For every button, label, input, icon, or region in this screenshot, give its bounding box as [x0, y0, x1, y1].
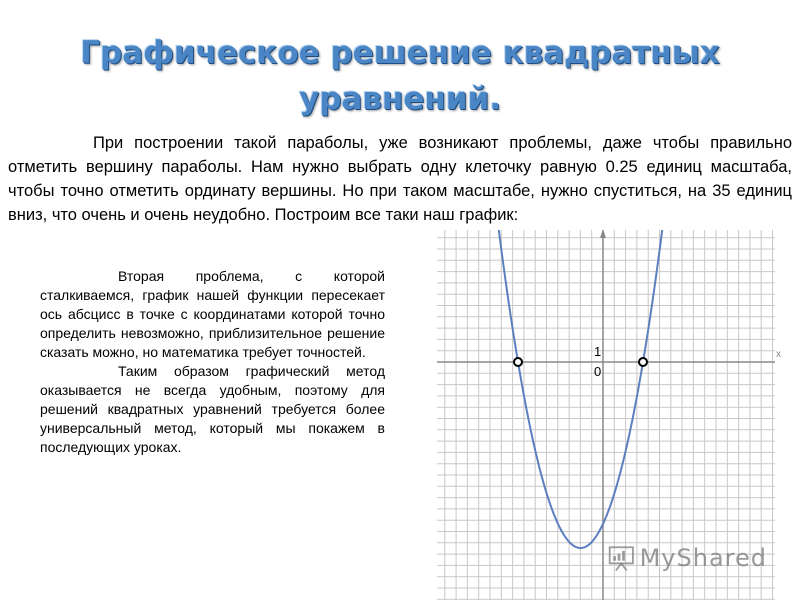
slide-title-line-1: Графическое решение квадратных — [80, 35, 720, 71]
intro-paragraph: При построении такой параболы, уже возникают проблемы, даже чтобы правильно отметить вершину параболы. Нам нужно выбрать одну клеточку равную 0.25 единиц масштаба, чтобы точно отметить ординату вершины. Но при таком масштабе, нужно спуститься, на 35 единиц вниз, что очень и очень неудобно. Построим все таки наш график: — [8, 134, 792, 224]
slide-title — [0, 30, 800, 122]
side-paragraph-2: Таким образом графический метод оказывается не всегда удобным, поэтому для решений квадратных уравнений требуется более универсальный метод, который мы покажем в последующих уроках. — [40, 363, 385, 455]
label-x: x — [776, 349, 781, 360]
y-axis-arrow-icon — [600, 230, 606, 238]
root-point-right — [639, 358, 647, 366]
root-point-left — [514, 358, 522, 366]
side-text-block — [40, 267, 385, 457]
label-zero: 0 — [594, 364, 602, 379]
side-paragraph-1: Вторая проблема, с которой сталкиваемся, график нашей функции пересекает ось абсцисс в точке с координатами которой точно определить невозможно, приблизительное решение сказать можно, но математика требует точностей. — [40, 268, 385, 360]
watermark-text: MyShared — [639, 544, 767, 572]
watermark — [607, 538, 767, 578]
slide-title-line-2: уравнений. — [298, 81, 501, 117]
label-one: 1 — [594, 344, 602, 359]
presentation-icon — [607, 542, 636, 574]
